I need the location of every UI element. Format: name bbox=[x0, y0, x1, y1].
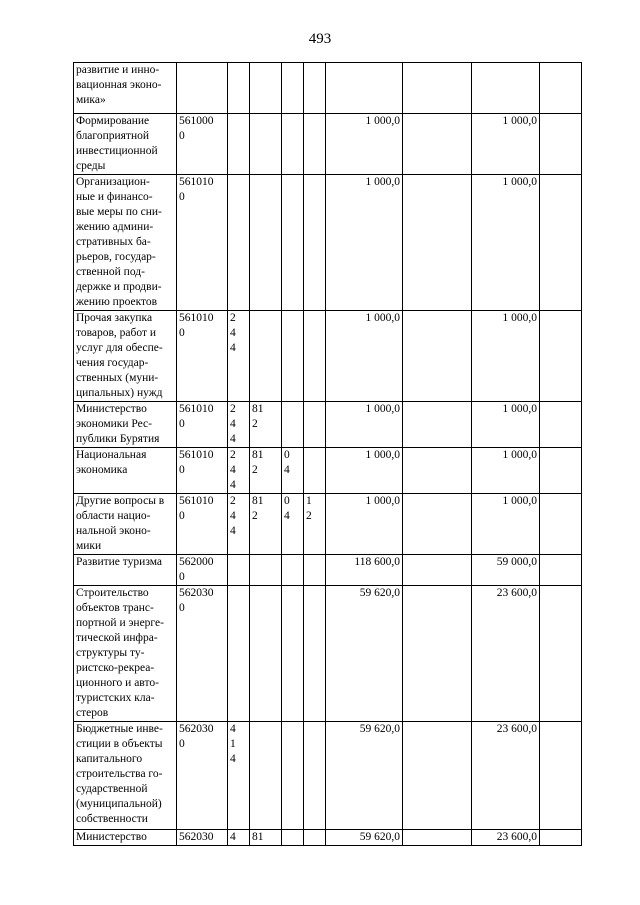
row-code-cell: 561010 0 bbox=[177, 494, 228, 555]
row-subsection-cell bbox=[304, 448, 326, 494]
row-amount-2-cell bbox=[403, 311, 472, 402]
row-expense-type-cell bbox=[228, 555, 250, 586]
table-row bbox=[74, 448, 582, 494]
row-section-cell: 0 4 bbox=[282, 448, 304, 494]
row-expense-type-cell bbox=[228, 175, 250, 311]
row-subsection-cell bbox=[304, 586, 326, 722]
row-subsection-cell bbox=[304, 114, 326, 175]
row-amount-1-cell: 59 620,0 bbox=[326, 830, 403, 846]
row-amount-3-cell bbox=[472, 63, 540, 114]
row-amount-3-cell: 1 000,0 bbox=[472, 114, 540, 175]
row-amount-4-cell bbox=[540, 311, 582, 402]
table-row bbox=[74, 555, 582, 586]
row-code-cell: 561010 0 bbox=[177, 402, 228, 448]
row-amount-2-cell bbox=[403, 830, 472, 846]
row-amount-4-cell bbox=[540, 830, 582, 846]
row-ministry-code-cell bbox=[250, 175, 282, 311]
row-expense-type-cell bbox=[228, 114, 250, 175]
row-name-cell: Организацион- ные и финансо- вые меры по сни- жению админи- стративных ба- рьеров, государ- ственной под- держке и продви- жению проектов bbox=[74, 175, 177, 311]
row-subsection-cell bbox=[304, 402, 326, 448]
row-amount-4-cell bbox=[540, 586, 582, 722]
page-number: 493 bbox=[308, 31, 332, 47]
row-amount-2-cell bbox=[403, 586, 472, 722]
row-subsection-cell bbox=[304, 175, 326, 311]
row-amount-3-cell: 59 000,0 bbox=[472, 555, 540, 586]
row-amount-3-cell: 1 000,0 bbox=[472, 448, 540, 494]
row-subsection-cell bbox=[304, 311, 326, 402]
row-ministry-code-cell bbox=[250, 63, 282, 114]
table-row bbox=[74, 402, 582, 448]
row-amount-3-cell: 1 000,0 bbox=[472, 175, 540, 311]
row-expense-type-cell: 2 4 4 bbox=[228, 311, 250, 402]
row-amount-4-cell bbox=[540, 63, 582, 114]
row-amount-3-cell: 1 000,0 bbox=[472, 494, 540, 555]
row-name-cell: Другие вопросы в области нацио- нальной эконо- мики bbox=[74, 494, 177, 555]
row-expense-type-cell: 2 4 4 bbox=[228, 402, 250, 448]
table-row bbox=[74, 830, 582, 846]
row-amount-4-cell bbox=[540, 722, 582, 830]
row-expense-type-cell bbox=[228, 586, 250, 722]
row-section-cell bbox=[282, 402, 304, 448]
row-amount-3-cell: 23 600,0 bbox=[472, 586, 540, 722]
row-name-cell: Министерство экономики Рес- публики Бурятия bbox=[74, 402, 177, 448]
row-code-cell: 562030 0 bbox=[177, 722, 228, 830]
row-code-cell: 561010 0 bbox=[177, 448, 228, 494]
row-amount-2-cell bbox=[403, 555, 472, 586]
row-amount-2-cell bbox=[403, 63, 472, 114]
row-name-cell: Строительство объектов транс- портной и энерге- тической инфра- структуры ту- ристско-рекреа- ционного и авто- туристских кла- стеров bbox=[74, 586, 177, 722]
row-amount-4-cell bbox=[540, 555, 582, 586]
table-row bbox=[74, 114, 582, 175]
row-ministry-code-cell bbox=[250, 311, 282, 402]
row-name-cell: развитие и инно- вационная эконо- мика» bbox=[74, 63, 177, 114]
row-expense-type-cell: 4 1 4 bbox=[228, 722, 250, 830]
row-expense-type-cell: 4 bbox=[228, 830, 250, 846]
row-amount-2-cell bbox=[403, 402, 472, 448]
row-amount-4-cell bbox=[540, 402, 582, 448]
row-subsection-cell bbox=[304, 555, 326, 586]
row-amount-2-cell bbox=[403, 722, 472, 830]
row-amount-1-cell: 1 000,0 bbox=[326, 494, 403, 555]
row-subsection-cell bbox=[304, 830, 326, 846]
row-ministry-code-cell bbox=[250, 114, 282, 175]
row-code-cell bbox=[177, 63, 228, 114]
row-amount-1-cell: 59 620,0 bbox=[326, 722, 403, 830]
budget-table bbox=[73, 62, 582, 846]
row-amount-4-cell bbox=[540, 175, 582, 311]
row-amount-1-cell bbox=[326, 63, 403, 114]
row-ministry-code-cell bbox=[250, 586, 282, 722]
row-code-cell: 561010 0 bbox=[177, 175, 228, 311]
row-name-cell: Бюджетные инве- стиции в объекты капитального строительства го- сударственной (муниципальной) собственности bbox=[74, 722, 177, 830]
row-amount-2-cell bbox=[403, 448, 472, 494]
row-section-cell bbox=[282, 114, 304, 175]
row-subsection-cell bbox=[304, 722, 326, 830]
row-code-cell: 562000 0 bbox=[177, 555, 228, 586]
row-amount-1-cell: 118 600,0 bbox=[326, 555, 403, 586]
row-section-cell bbox=[282, 830, 304, 846]
row-code-cell: 561010 0 bbox=[177, 311, 228, 402]
row-amount-3-cell: 23 600,0 bbox=[472, 830, 540, 846]
row-amount-4-cell bbox=[540, 494, 582, 555]
row-ministry-code-cell: 81 2 bbox=[250, 448, 282, 494]
row-amount-1-cell: 1 000,0 bbox=[326, 175, 403, 311]
row-amount-2-cell bbox=[403, 114, 472, 175]
row-section-cell bbox=[282, 586, 304, 722]
table-row bbox=[74, 175, 582, 311]
row-amount-3-cell: 1 000,0 bbox=[472, 311, 540, 402]
row-code-cell: 561000 0 bbox=[177, 114, 228, 175]
row-section-cell bbox=[282, 63, 304, 114]
row-subsection-cell bbox=[304, 63, 326, 114]
row-expense-type-cell: 2 4 4 bbox=[228, 448, 250, 494]
row-section-cell: 0 4 bbox=[282, 494, 304, 555]
table-row bbox=[74, 722, 582, 830]
row-code-cell: 562030 bbox=[177, 830, 228, 846]
row-ministry-code-cell bbox=[250, 555, 282, 586]
row-name-cell: Министерство bbox=[74, 830, 177, 846]
row-section-cell bbox=[282, 722, 304, 830]
row-ministry-code-cell bbox=[250, 722, 282, 830]
table-row bbox=[74, 311, 582, 402]
row-expense-type-cell bbox=[228, 63, 250, 114]
row-ministry-code-cell: 81 2 bbox=[250, 494, 282, 555]
row-amount-1-cell: 1 000,0 bbox=[326, 448, 403, 494]
row-ministry-code-cell: 81 2 bbox=[250, 402, 282, 448]
table-row bbox=[74, 494, 582, 555]
row-name-cell: Национальная экономика bbox=[74, 448, 177, 494]
row-section-cell bbox=[282, 555, 304, 586]
row-amount-3-cell: 1 000,0 bbox=[472, 402, 540, 448]
row-subsection-cell: 1 2 bbox=[304, 494, 326, 555]
row-section-cell bbox=[282, 311, 304, 402]
row-name-cell: Прочая закупка товаров, работ и услуг для обеспе- чения государ- ственных (муни- ципальных) нужд bbox=[74, 311, 177, 402]
table-row bbox=[74, 586, 582, 722]
row-expense-type-cell: 2 4 4 bbox=[228, 494, 250, 555]
row-code-cell: 562030 0 bbox=[177, 586, 228, 722]
row-amount-2-cell bbox=[403, 175, 472, 311]
row-name-cell: Формирование благоприятной инвестиционной среды bbox=[74, 114, 177, 175]
row-amount-1-cell: 59 620,0 bbox=[326, 586, 403, 722]
row-amount-3-cell: 23 600,0 bbox=[472, 722, 540, 830]
row-amount-2-cell bbox=[403, 494, 472, 555]
row-amount-1-cell: 1 000,0 bbox=[326, 311, 403, 402]
table-row bbox=[74, 63, 582, 114]
row-amount-1-cell: 1 000,0 bbox=[326, 114, 403, 175]
row-amount-4-cell bbox=[540, 448, 582, 494]
row-amount-1-cell: 1 000,0 bbox=[326, 402, 403, 448]
row-section-cell bbox=[282, 175, 304, 311]
row-name-cell: Развитие туризма bbox=[74, 555, 177, 586]
row-amount-4-cell bbox=[540, 114, 582, 175]
row-ministry-code-cell: 81 bbox=[250, 830, 282, 846]
